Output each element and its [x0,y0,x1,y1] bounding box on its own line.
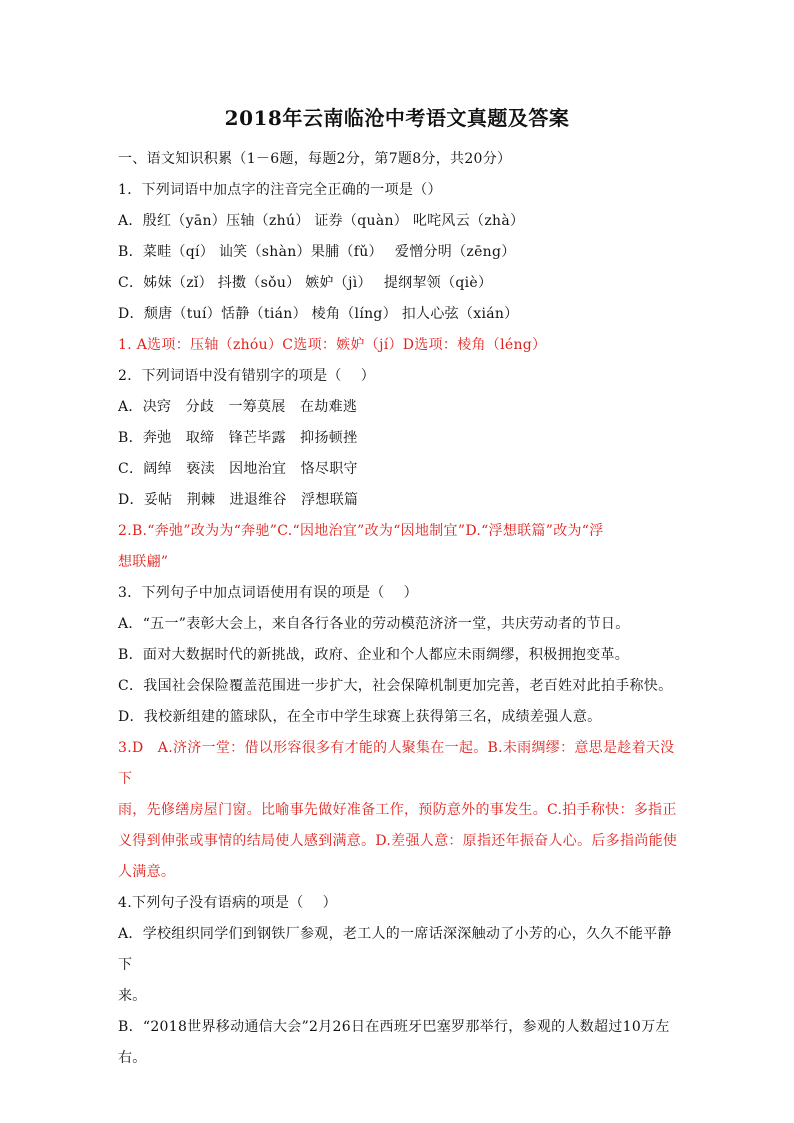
text-line: 2．下列词语中没有错别字的项是（ ） [118,368,376,384]
text-line: D．颓唐（tuí）恬静（tián） 棱角（líng） 扣人心弦（xián） [118,306,519,322]
text-line: 一、语文知识积累（1－6题，每题2分，第7题8分，共20分） [118,151,512,167]
document-title: 2018年云南临沧中考语文真题及答案 [224,106,570,130]
text-line: A．学校组织同学们到钢铁厂参观，老工人的一席话深深触动了小芳的心，久久不能平静下 [118,926,672,973]
text-line: B．面对大数据时代的新挑战，政府、企业和个人都应未雨绸缪，积极拥抱变革。 [118,647,630,663]
document-body [118,144,678,1074]
text-line: B．“2018世界移动通信大会”2月26日在西班牙巴塞罗那举行，参观的人数超过10万左 [118,1019,670,1035]
answer-line: 雨，先修缮房屋门窗。比喻事先做好准备工作，预防意外的事发生。C.拍手称快：多指正 [118,802,677,818]
text-line: C．姊妹（zǐ） 抖擞（sǒu） 嫉妒（jì） 提纲挈领（qiè） [118,275,493,291]
text-line: A．殷红（yān）压轴（zhú） 证券（quàn） 叱咤风云（zhà） [118,213,525,229]
text-line: D．我校新组建的篮球队，在全市中学生球赛上获得第三名，成绩差强人意。 [118,709,602,725]
answer-line: 1. A选项：压轴（zhóu）C选项：嫉妒（jí）D选项：棱角（léng） [118,337,547,353]
text-line: 来。 [118,988,147,1004]
text-line: 右。 [118,1050,147,1066]
answer-line: 义得到伸张或事情的结局使人感到满意。D.差强人意：原指还年振奋人心。后多指尚能使 [118,833,678,849]
answer-line: 人满意。 [118,864,176,880]
text-line: A．决窍 分歧 一筹莫展 在劫难逃 [118,399,358,415]
text-line: D．妥帖 荆棘 进退维谷 浮想联篇 [118,492,359,508]
text-line: 3．下列句子中加点词语使用有误的项是（ ） [118,585,418,601]
text-line: B．菜畦（qí） 讪笑（shàn）果脯（fǔ） 爱憎分明（zēng） [118,244,516,260]
text-line: C．阔绰 亵渎 因地治宜 恪尽职守 [118,461,358,477]
answer-line: 2.B.“奔弛”改为为“奔驰”C.“因地治宜”改为“因地制宜”D.“浮想联篇”改为“浮 [118,523,604,539]
answer-line: 3.D A.济济一堂：借以形容很多有才能的人聚集在一起。B.未雨绸缪：意思是趁着天没下 [118,740,675,787]
text-line: 4.下列句子没有语病的项是（ ） [118,895,337,911]
text-line: C．我国社会保险覆盖范围进一步扩大，社会保障机制更加完善，老百姓对此拍手称快。 [118,678,673,694]
text-line: 1．下列词语中加点字的注音完全正确的一项是（） [118,182,442,198]
text-line: A．“五一”表彰大会上，来自各行各业的劳动模范济济一堂，共庆劳动者的节日。 [118,616,630,632]
text-line: B．奔弛 取缔 锋芒毕露 抑扬顿挫 [118,430,358,446]
answer-line: 想联翩” [118,554,169,570]
